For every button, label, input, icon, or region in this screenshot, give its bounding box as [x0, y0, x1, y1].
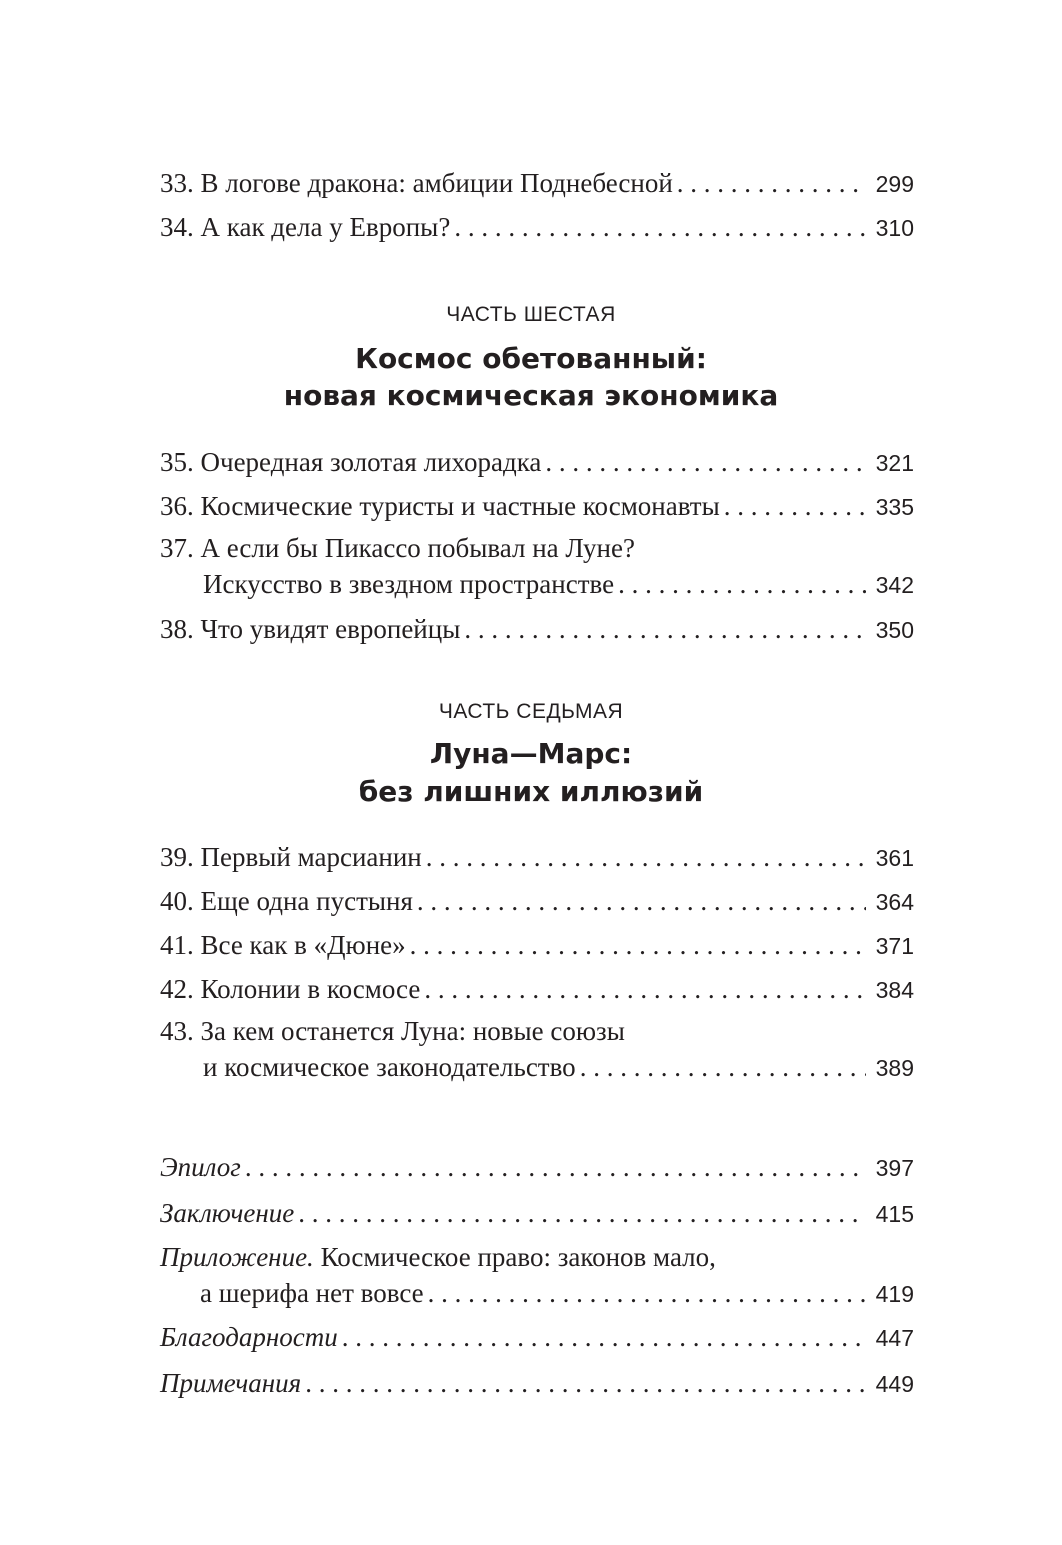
- toc-page-number: 384: [875, 977, 914, 1003]
- part-7-title-line-1: Луна—Марс:: [429, 737, 633, 770]
- toc-entry-title: 43. За кем останется Луна: новые союзы: [160, 1016, 625, 1046]
- appendix-label-italic: Приложение.: [160, 1242, 314, 1272]
- dot-leader: [410, 925, 866, 965]
- toc-entry-title: 36. Космические туристы и частные космонавты: [160, 491, 720, 521]
- part-7-label: ЧАСТЬ СЕДЬМАЯ: [438, 700, 624, 723]
- toc-entry-33[interactable]: [160, 163, 914, 204]
- toc-page-number: 415: [875, 1201, 914, 1227]
- toc-entry-35[interactable]: [160, 442, 914, 483]
- appendix-label-rest: Космическое право: законов мало,: [313, 1242, 716, 1272]
- dot-leader: [724, 486, 866, 526]
- toc-page-number: 342: [875, 572, 914, 598]
- toc-page-number: 389: [875, 1055, 914, 1081]
- toc-back-matter: [160, 1147, 914, 1404]
- toc-entry-38[interactable]: [160, 609, 914, 650]
- toc-entry-epilogue[interactable]: [160, 1147, 914, 1188]
- toc-entry-title-continued: Искусство в звездном пространстве: [203, 569, 615, 599]
- toc-entry-title: Примечания: [160, 1368, 302, 1398]
- dot-leader: [342, 1317, 866, 1357]
- toc-entry-title: 35. Очередная золотая лихорадка: [160, 447, 542, 477]
- toc-entry-appendix[interactable]: [160, 1239, 914, 1312]
- toc-entry-title: Благодарности: [160, 1322, 338, 1352]
- toc-entry-title: 37. А если бы Пикассо побывал на Луне?: [160, 533, 635, 563]
- toc-page-number: 361: [875, 845, 914, 871]
- toc-page-number: 449: [875, 1371, 914, 1397]
- toc-entry-notes[interactable]: [160, 1363, 914, 1404]
- toc-page-number: 321: [875, 450, 914, 476]
- toc-page-number: 299: [875, 171, 914, 197]
- toc-page-number: 447: [875, 1325, 914, 1351]
- dot-leader: [454, 207, 865, 247]
- dot-leader: [305, 1363, 865, 1403]
- toc-entry-39[interactable]: [160, 837, 914, 878]
- dot-leader: [298, 1193, 865, 1233]
- toc-entry-conclusion[interactable]: [160, 1193, 914, 1234]
- toc-entry-37[interactable]: [160, 530, 914, 603]
- toc-entry-title: 34. А как дела у Европы?: [160, 212, 451, 242]
- toc-entry-36[interactable]: [160, 486, 914, 527]
- toc-entry-40[interactable]: [160, 881, 914, 922]
- toc-group-3: [160, 837, 914, 1086]
- toc-entry-title: [160, 1239, 716, 1275]
- part-7-title-line-2: без лишних иллюзий: [358, 775, 704, 808]
- toc-entry-title: Эпилог: [160, 1152, 241, 1182]
- toc-entry-title: 38. Что увидят европейцы: [160, 614, 461, 644]
- toc-entry-title: 40. Еще одна пустыня: [160, 886, 413, 916]
- part-6-label: ЧАСТЬ ШЕСТАЯ: [446, 303, 616, 326]
- toc-group-1: [160, 163, 914, 248]
- toc-page-number: 310: [875, 215, 914, 241]
- toc-page-number: 350: [875, 617, 914, 643]
- toc-entry-title: Заключение: [160, 1198, 295, 1228]
- dot-leader: [426, 837, 866, 877]
- dot-leader: [428, 1275, 866, 1311]
- toc-entry-43[interactable]: [160, 1013, 914, 1086]
- toc-entry-42[interactable]: [160, 969, 914, 1010]
- dot-leader: [464, 609, 865, 649]
- toc-entry-title: 33. В логове дракона: амбиции Поднебесной: [160, 168, 673, 198]
- toc-entry-34[interactable]: [160, 207, 914, 248]
- toc-page-number: 335: [875, 494, 914, 520]
- toc-group-2: [160, 442, 914, 650]
- part-6-title-line-1: Космос обетованный:: [355, 342, 707, 375]
- toc-entry-acknowledgements[interactable]: [160, 1317, 914, 1358]
- dot-leader: [424, 969, 865, 1009]
- dot-leader: [545, 442, 865, 482]
- dot-leader: [417, 881, 866, 921]
- dot-leader: [245, 1147, 866, 1187]
- toc-entry-title: 41. Все как в «Дюне»: [160, 930, 406, 960]
- toc-entry-41[interactable]: [160, 925, 914, 966]
- toc-page-number: 364: [875, 889, 914, 915]
- toc-entry-title: 39. Первый марсианин: [160, 842, 422, 872]
- toc-page-number: 371: [875, 933, 914, 959]
- part-6-title-line-2: новая космическая экономика: [283, 379, 779, 412]
- dot-leader: [580, 1049, 866, 1085]
- dot-leader: [677, 163, 866, 203]
- toc-entry-title-continued: и космическое законодательство: [203, 1052, 576, 1082]
- toc-page-number: 419: [875, 1281, 914, 1307]
- dot-leader: [618, 566, 866, 602]
- toc-entry-title-continued: а шерифа нет вовсе: [200, 1278, 424, 1308]
- toc-entry-title: 42. Колонии в космосе: [160, 974, 421, 1004]
- toc-page-number: 397: [875, 1155, 914, 1181]
